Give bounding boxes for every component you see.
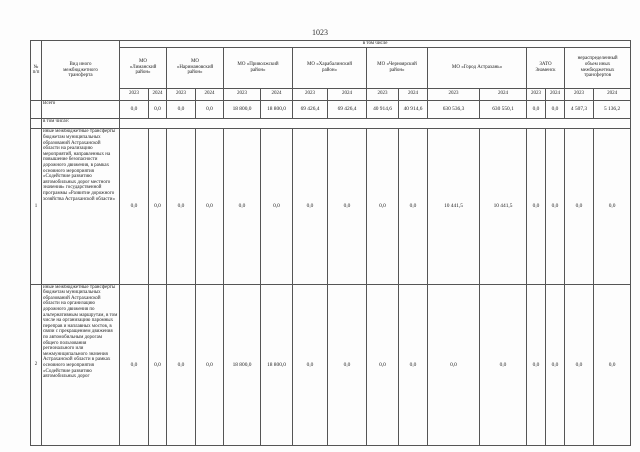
value-cell: 0,0 [224, 129, 261, 284]
table-row [31, 129, 631, 284]
value-cell: 0,0 [328, 284, 367, 445]
header-year: 2023 [293, 88, 328, 100]
value-cell: 10 441,5 [480, 129, 527, 284]
header-year: 2023 [167, 88, 196, 100]
header-group: в том числе [120, 41, 631, 48]
value-cell: 40 914,6 [367, 100, 399, 118]
value-cell: 0,0 [167, 284, 196, 445]
value-cell: 630 536,3 [428, 100, 480, 118]
value-cell: 0,0 [120, 284, 149, 445]
header-recipient: МО «Черноярский район» [367, 47, 428, 88]
value-cell: 0,0 [149, 100, 167, 118]
table-row [31, 119, 631, 129]
header-transfer-type: Вид иного межбюджетного трансферта [42, 41, 120, 101]
value-cell: 69 426,4 [328, 100, 367, 118]
header-recipient: МО «Наримановский район» [167, 47, 224, 88]
header-year: 2023 [428, 88, 480, 100]
row-label: в том числе: [42, 119, 120, 129]
header-year: 2024 [546, 88, 565, 100]
value-cell: 10 441,5 [428, 129, 480, 284]
value-cell: 0,0 [399, 129, 428, 284]
value-cell: 0,0 [167, 129, 196, 284]
value-cell: 40 914,6 [399, 100, 428, 118]
header-number: № п/п [31, 41, 42, 101]
value-cell: 0,0 [594, 284, 631, 445]
value-cell: 0,0 [149, 284, 167, 445]
row-label: иные межбюджетные трансферты бюджетам муниципальных образований Астраханской области на реализацию мероприятий, направленных на повышение безопасности дорожного движения, в рамках основного мероприятия «Содействие развитию автомобильных дорог местного значения» государственной программы «Развитие дорожного хозяйства Астраханской области» [42, 129, 120, 284]
value-cell: 0,0 [367, 129, 399, 284]
value-cell: 0,0 [399, 284, 428, 445]
value-cell: 0,0 [293, 284, 328, 445]
value-cell: 0,0 [261, 129, 293, 284]
header-recipient: нераспределенный объем иных межбюджетных трансфертов [565, 47, 631, 88]
header-year: 2023 [120, 88, 149, 100]
row-number [31, 119, 42, 129]
value-cell: 5 136,2 [594, 100, 631, 118]
value-cell: 69 426,4 [293, 100, 328, 118]
header-year: 2024 [261, 88, 293, 100]
value-cell: 0,0 [594, 129, 631, 284]
header-recipient: ЗАТО Знаменск [527, 47, 565, 88]
value-cell: 0,0 [527, 100, 546, 118]
value-cell: 0,0 [546, 100, 565, 118]
value-cell: 0,0 [120, 129, 149, 284]
header-recipient: МО «Приволжский район» [224, 47, 293, 88]
row-number: 2 [31, 284, 42, 445]
value-cell: 0,0 [328, 129, 367, 284]
row-label: иные межбюджетные трансферты бюджетам муниципальных образований Астраханской области на организацию дорожного движения по альтернативным маршрутам, в том числе на организацию паромных переправ и наплавных мостов, в связи с прекращением движения по автомобильным дорогам общего пользования регионального или межмуниципального значения Астраханской области в рамках основного мероприятия «Содействие развитию автомобильных дорог [42, 284, 120, 445]
value-cell: 0,0 [196, 100, 224, 118]
table-row [31, 284, 631, 445]
header-year: 2023 [224, 88, 261, 100]
header-recipient: МО «Харабалинский район» [293, 47, 367, 88]
value-cell: 0,0 [167, 100, 196, 118]
value-cell: 18 800,0 [261, 284, 293, 445]
value-cell: 0,0 [428, 284, 480, 445]
value-cell: 4 507,3 [565, 100, 594, 118]
value-cell: 0,0 [367, 284, 399, 445]
value-cell: 0,0 [546, 284, 565, 445]
value-cell: 0,0 [480, 284, 527, 445]
header-year: 2023 [565, 88, 594, 100]
header-year: 2024 [399, 88, 428, 100]
row-number [31, 100, 42, 118]
header-year: 2024 [480, 88, 527, 100]
header-year: 2024 [149, 88, 167, 100]
value-cell: 18 800,0 [224, 100, 261, 118]
value-cell: 0,0 [120, 100, 149, 118]
value-cell: 0,0 [565, 129, 594, 284]
header-recipient: МО «Город Астрахань» [428, 47, 527, 88]
table-row [31, 100, 631, 118]
value-cell: 0,0 [527, 129, 546, 284]
empty-cell [120, 119, 631, 129]
header-year: 2024 [196, 88, 224, 100]
page-number: 1023 [312, 28, 328, 37]
value-cell: 18 800,0 [224, 284, 261, 445]
value-cell: 0,0 [196, 284, 224, 445]
header-year: 2023 [367, 88, 399, 100]
budget-transfers-table [30, 40, 631, 446]
value-cell: 0,0 [527, 284, 546, 445]
value-cell: 0,0 [546, 129, 565, 284]
value-cell: 18 800,0 [261, 100, 293, 118]
header-year: 2024 [328, 88, 367, 100]
value-cell: 0,0 [293, 129, 328, 284]
row-label: Всего [42, 100, 120, 118]
value-cell: 630 550,1 [480, 100, 527, 118]
value-cell: 0,0 [196, 129, 224, 284]
header-year: 2024 [594, 88, 631, 100]
row-number: 1 [31, 129, 42, 284]
value-cell: 0,0 [149, 129, 167, 284]
value-cell: 0,0 [565, 284, 594, 445]
header-recipient: МО «Лиманский район» [120, 47, 167, 88]
header-year: 2023 [527, 88, 546, 100]
